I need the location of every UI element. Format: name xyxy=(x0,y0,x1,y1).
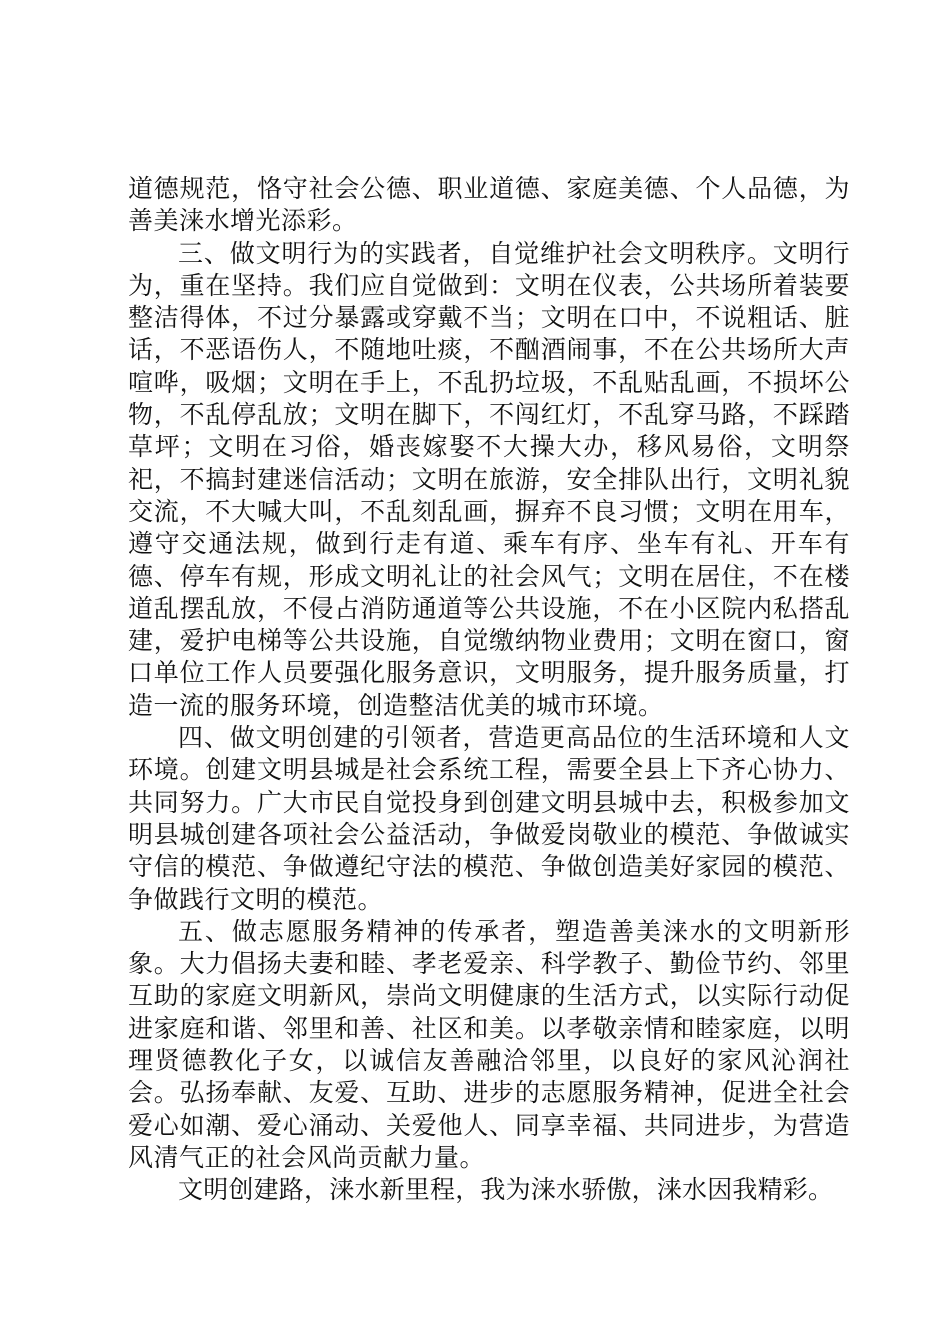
paragraph-closing: 文明创建路，涞水新里程，我为涞水骄傲，涞水因我精彩。 xyxy=(178,1175,834,1205)
paragraph-continuation: 道德规范，恪守社会公德、职业道德、家庭美德、个人品德，为善美涞水增光添彩。 xyxy=(128,174,850,236)
paragraph-section-five: 五、做志愿服务精神的传承者，塑造善美涞水的文明新形象。大力倡扬夫妻和睦、孝老爱亲、科学教子、勤俭节约、邻里互助的家庭文明新风，崇尚文明健康的生活方式，以实际行动促进家庭和谐、邻里和善、社区和美。以孝敬亲情和睦家庭，以明理贤德教化子女，以诚信友善融洽邻里，以良好的家风沁润社会。弘扬奉献、友爱、互助、进步的志愿服务精神，促进全社会爱心如潮、爱心涌动、关爱他人、同享幸福、共同进步，为营造风清气正的社会风尚贡献力量。 xyxy=(128,916,850,1172)
paragraph-section-three: 三、做文明行为的实践者，自觉维护社会文明秩序。文明行为，重在坚持。我们应自觉做到：文明在仪表，公共场所着装要整洁得体，不过分暴露或穿戴不当；文明在口中，不说粗话、脏话，不恶语伤人，不随地吐痰，不酗酒闹事，不在公共场所大声喧哗，吸烟；文明在手上，不乱扔垃圾，不乱贴乱画，不损坏公物，不乱停乱放；文明在脚下，不闯红灯，不乱穿马路，不踩踏草坪；文明在习俗，婚丧嫁娶不大操大办，移风易俗，文明祭祀，不搞封建迷信活动；文明在旅游，安全排队出行，文明礼貌交流，不大喊大叫，不乱刻乱画，摒弃不良习惯；文明在用车，遵守交通法规，做到行走有道、乘车有序、坐车有礼、开车有德、停车有规，形成文明礼让的社会风气；文明在居住，不在楼道乱摆乱放，不侵占消防通道等公共设施，不在小区院内私搭乱建，爱护电梯等公共设施，自觉缴纳物业费用；文明在窗口，窗口单位工作人员要强化服务意识，文明服务，提升服务质量，打造一流的服务环境，创造整洁优美的城市环境。 xyxy=(128,238,850,720)
document-body xyxy=(128,173,850,1207)
paragraph-section-four: 四、做文明创建的引领者，营造更高品位的生活环境和人文环境。创建文明县城是社会系统工程，需要全县上下齐心协力、共同努力。广大市民自觉投身到创建文明县城中去，积极参加文明县城创建各项社会公益活动，争做爱岗敬业的模范、争做诚实守信的模范、争做遵纪守法的模范、争做创造美好家园的模范、争做践行文明的模范。 xyxy=(128,723,850,914)
